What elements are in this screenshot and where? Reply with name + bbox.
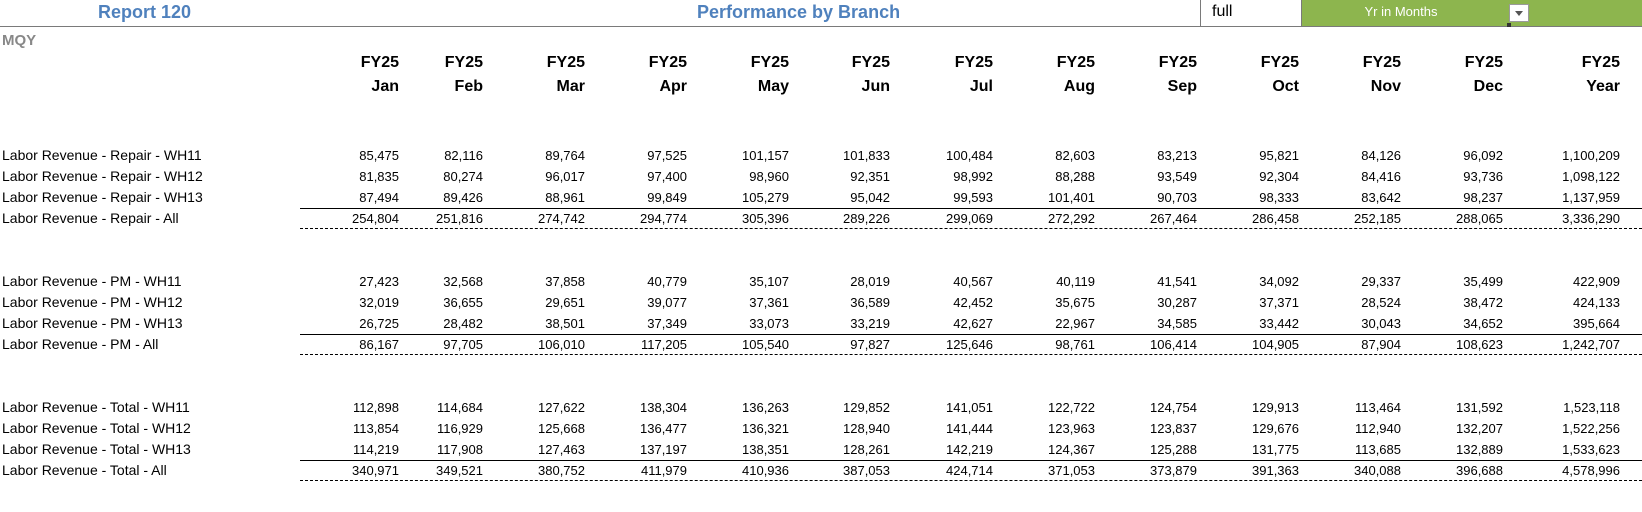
- subtotal-rule: [300, 208, 1642, 209]
- value-cell: 88,961: [545, 190, 585, 205]
- value-cell: 129,676: [1252, 421, 1299, 436]
- value-cell: 37,349: [647, 316, 687, 331]
- value-cell: 106,010: [538, 337, 585, 352]
- row-label: Labor Revenue - Repair - WH12: [2, 168, 203, 184]
- value-cell: 3,336,290: [1562, 211, 1620, 226]
- value-cell: 40,567: [953, 274, 993, 289]
- value-cell: 30,043: [1361, 316, 1401, 331]
- value-cell: 100,484: [946, 148, 993, 163]
- row-label: Labor Revenue - Total - WH13: [2, 441, 191, 457]
- value-cell: 116,929: [436, 421, 483, 436]
- value-cell: 33,219: [850, 316, 890, 331]
- row-label: Labor Revenue - PM - All: [2, 336, 159, 352]
- column-header-fy: FY25: [648, 54, 687, 71]
- cell-fill-handle[interactable]: [1507, 23, 1511, 27]
- column-header-fy: FY25: [1464, 54, 1503, 71]
- value-cell: 128,940: [843, 421, 890, 436]
- value-cell: 131,775: [1252, 442, 1299, 457]
- column-header-month: Mar: [556, 78, 585, 95]
- value-cell: 112,940: [1354, 421, 1401, 436]
- value-cell: 142,219: [946, 442, 993, 457]
- section-code: MQY: [2, 32, 37, 49]
- view-value-cell[interactable]: full: [1212, 3, 1233, 20]
- value-cell: 26,725: [359, 316, 399, 331]
- column-header-fy: FY25: [1056, 54, 1095, 71]
- row-label: Labor Revenue - PM - WH11: [2, 273, 182, 289]
- value-cell: 1,242,707: [1562, 337, 1620, 352]
- value-cell: 101,833: [843, 148, 890, 163]
- value-cell: 95,042: [850, 190, 890, 205]
- value-cell: 127,463: [538, 442, 585, 457]
- row-label: Labor Revenue - PM - WH12: [2, 294, 183, 310]
- cell-divider: [1200, 0, 1201, 26]
- value-cell: 88,288: [1055, 169, 1095, 184]
- value-cell: 83,213: [1157, 148, 1197, 163]
- value-cell: 122,722: [1048, 400, 1095, 415]
- value-cell: 27,423: [359, 274, 399, 289]
- value-cell: 112,898: [352, 400, 399, 415]
- period-mode-select[interactable]: [1302, 0, 1642, 26]
- value-cell: 36,589: [850, 295, 890, 310]
- value-cell: 34,585: [1157, 316, 1197, 331]
- value-cell: 39,077: [647, 295, 687, 310]
- value-cell: 123,963: [1048, 421, 1095, 436]
- value-cell: 132,889: [1456, 442, 1503, 457]
- value-cell: 37,858: [545, 274, 585, 289]
- value-cell: 1,100,209: [1562, 148, 1620, 163]
- value-cell: 35,499: [1463, 274, 1503, 289]
- value-cell: 42,627: [953, 316, 993, 331]
- value-cell: 272,292: [1048, 211, 1095, 226]
- column-header-month: Aug: [1063, 78, 1095, 95]
- value-cell: 32,568: [443, 274, 483, 289]
- column-header-month: Apr: [659, 78, 687, 95]
- value-cell: 38,501: [545, 316, 585, 331]
- value-cell: 132,207: [1456, 421, 1503, 436]
- column-header-fy: FY25: [360, 54, 399, 71]
- value-cell: 391,363: [1252, 463, 1299, 478]
- value-cell: 114,684: [436, 400, 483, 415]
- value-cell: 98,333: [1259, 190, 1299, 205]
- value-cell: 108,623: [1456, 337, 1503, 352]
- value-cell: 410,936: [742, 463, 789, 478]
- value-cell: 128,261: [843, 442, 890, 457]
- value-cell: 105,540: [742, 337, 789, 352]
- row-label: Labor Revenue - Repair - All: [2, 210, 179, 226]
- value-cell: 29,651: [545, 295, 585, 310]
- value-cell: 125,288: [1150, 442, 1197, 457]
- value-cell: 84,126: [1361, 148, 1401, 163]
- total-underline: [300, 480, 1642, 481]
- value-cell: 90,703: [1157, 190, 1197, 205]
- chevron-down-icon: [1515, 11, 1523, 16]
- value-cell: 22,967: [1055, 316, 1095, 331]
- value-cell: 85,475: [359, 148, 399, 163]
- value-cell: 89,764: [545, 148, 585, 163]
- value-cell: 305,396: [742, 211, 789, 226]
- value-cell: 396,688: [1456, 463, 1503, 478]
- value-cell: 42,452: [953, 295, 993, 310]
- column-header-month: Nov: [1370, 78, 1401, 95]
- value-cell: 1,523,118: [1563, 400, 1620, 415]
- value-cell: 424,133: [1573, 295, 1620, 310]
- value-cell: 96,092: [1463, 148, 1503, 163]
- value-cell: 98,237: [1463, 190, 1503, 205]
- dropdown-button[interactable]: [1509, 4, 1529, 22]
- value-cell: 422,909: [1573, 274, 1620, 289]
- row-label: Labor Revenue - Repair - WH11: [2, 147, 202, 163]
- column-header-fy: FY25: [1362, 54, 1401, 71]
- value-cell: 371,053: [1048, 463, 1095, 478]
- value-cell: 98,761: [1055, 337, 1095, 352]
- value-cell: 87,494: [359, 190, 399, 205]
- value-cell: 95,821: [1259, 148, 1299, 163]
- value-cell: 33,073: [749, 316, 789, 331]
- value-cell: 35,675: [1055, 295, 1095, 310]
- value-cell: 97,525: [647, 148, 687, 163]
- column-header-fy: FY25: [954, 54, 993, 71]
- report-header-bar: [0, 0, 1642, 27]
- row-label: Labor Revenue - Total - WH12: [2, 420, 191, 436]
- value-cell: 99,849: [647, 190, 687, 205]
- column-header-fy: FY25: [1260, 54, 1299, 71]
- value-cell: 380,752: [538, 463, 585, 478]
- value-cell: 136,263: [742, 400, 789, 415]
- value-cell: 113,464: [1354, 400, 1401, 415]
- total-underline: [300, 228, 1642, 229]
- value-cell: 96,017: [545, 169, 585, 184]
- value-cell: 138,304: [640, 400, 687, 415]
- value-cell: 373,879: [1150, 463, 1197, 478]
- value-cell: 40,119: [1056, 274, 1095, 289]
- value-cell: 92,351: [850, 169, 890, 184]
- value-cell: 84,416: [1361, 169, 1401, 184]
- value-cell: 117,205: [640, 337, 687, 352]
- page-title: Performance by Branch: [697, 2, 901, 22]
- value-cell: 28,524: [1361, 295, 1401, 310]
- value-cell: 349,521: [436, 463, 483, 478]
- column-header-fy: FY25: [444, 54, 483, 71]
- value-cell: 37,361: [749, 295, 789, 310]
- value-cell: 41,541: [1157, 274, 1197, 289]
- value-cell: 123,837: [1150, 421, 1197, 436]
- value-cell: 89,426: [443, 190, 483, 205]
- value-cell: 98,960: [749, 169, 789, 184]
- subtotal-rule: [300, 460, 1642, 461]
- column-header-month: Jan: [371, 78, 399, 95]
- value-cell: 97,400: [647, 169, 687, 184]
- value-cell: 30,287: [1157, 295, 1197, 310]
- value-cell: 411,979: [640, 463, 687, 478]
- value-cell: 36,655: [443, 295, 483, 310]
- value-cell: 1,522,256: [1562, 421, 1620, 436]
- value-cell: 29,337: [1361, 274, 1401, 289]
- value-cell: 32,019: [359, 295, 399, 310]
- value-cell: 82,116: [444, 148, 483, 163]
- value-cell: 136,321: [742, 421, 789, 436]
- value-cell: 251,816: [436, 211, 483, 226]
- value-cell: 254,804: [352, 211, 399, 226]
- value-cell: 288,065: [1456, 211, 1503, 226]
- value-cell: 106,414: [1150, 337, 1197, 352]
- value-cell: 1,098,122: [1562, 169, 1620, 184]
- value-cell: 99,593: [953, 190, 993, 205]
- value-cell: 28,482: [443, 316, 483, 331]
- row-label: Labor Revenue - Total - WH11: [2, 399, 190, 415]
- value-cell: 40,779: [647, 274, 687, 289]
- value-cell: 1,533,623: [1562, 442, 1620, 457]
- value-cell: 1,137,959: [1562, 190, 1620, 205]
- value-cell: 294,774: [640, 211, 687, 226]
- value-cell: 101,401: [1048, 190, 1095, 205]
- value-cell: 340,088: [1354, 463, 1401, 478]
- value-cell: 33,442: [1259, 316, 1299, 331]
- value-cell: 340,971: [352, 463, 399, 478]
- column-header-month: Feb: [454, 78, 483, 95]
- value-cell: 424,714: [946, 463, 993, 478]
- value-cell: 136,477: [640, 421, 687, 436]
- column-header-month: May: [757, 78, 789, 95]
- column-header-fy: FY25: [546, 54, 585, 71]
- value-cell: 83,642: [1361, 190, 1401, 205]
- value-cell: 35,107: [749, 274, 789, 289]
- value-cell: 299,069: [946, 211, 993, 226]
- column-header-fy: FY25: [1581, 54, 1620, 71]
- column-header-month: Jul: [969, 78, 993, 95]
- value-cell: 34,092: [1259, 274, 1299, 289]
- value-cell: 124,754: [1150, 400, 1197, 415]
- value-cell: 113,854: [352, 421, 399, 436]
- value-cell: 141,051: [946, 400, 993, 415]
- value-cell: 86,167: [359, 337, 399, 352]
- row-label: Labor Revenue - Total - All: [2, 462, 167, 478]
- value-cell: 125,646: [946, 337, 993, 352]
- value-cell: 105,279: [742, 190, 789, 205]
- period-mode-label: Yr in Months: [1364, 4, 1438, 19]
- value-cell: 97,705: [443, 337, 483, 352]
- value-cell: 129,852: [843, 400, 890, 415]
- value-cell: 252,185: [1354, 211, 1401, 226]
- value-cell: 97,827: [850, 337, 890, 352]
- value-cell: 101,157: [742, 148, 789, 163]
- value-cell: 34,652: [1463, 316, 1503, 331]
- value-cell: 87,904: [1361, 337, 1401, 352]
- column-header-fy: FY25: [1158, 54, 1197, 71]
- value-cell: 28,019: [850, 274, 890, 289]
- value-cell: 82,603: [1055, 148, 1095, 163]
- value-cell: 138,351: [742, 442, 789, 457]
- column-header-month: Oct: [1272, 78, 1299, 95]
- value-cell: 395,664: [1573, 316, 1620, 331]
- value-cell: 387,053: [843, 463, 890, 478]
- value-cell: 38,472: [1463, 295, 1503, 310]
- value-cell: 81,835: [359, 169, 399, 184]
- value-cell: 93,549: [1157, 169, 1197, 184]
- value-cell: 80,274: [443, 169, 483, 184]
- column-header-month: Sep: [1167, 78, 1197, 95]
- value-cell: 93,736: [1463, 169, 1503, 184]
- row-label: Labor Revenue - PM - WH13: [2, 315, 183, 331]
- value-cell: 129,913: [1252, 400, 1299, 415]
- value-cell: 37,371: [1259, 295, 1299, 310]
- value-cell: 125,668: [538, 421, 585, 436]
- value-cell: 104,905: [1252, 337, 1299, 352]
- value-cell: 4,578,996: [1562, 463, 1620, 478]
- column-header-fy: FY25: [851, 54, 890, 71]
- value-cell: 113,685: [1354, 442, 1401, 457]
- column-header-fy: FY25: [750, 54, 789, 71]
- total-underline: [300, 354, 1642, 355]
- value-cell: 137,197: [640, 442, 687, 457]
- column-header-month: Jun: [861, 78, 890, 95]
- column-header-month: Dec: [1473, 78, 1503, 95]
- value-cell: 131,592: [1456, 400, 1503, 415]
- value-cell: 114,219: [352, 442, 399, 457]
- value-cell: 127,622: [538, 400, 585, 415]
- report-id: Report 120: [98, 2, 192, 22]
- value-cell: 274,742: [538, 211, 585, 226]
- row-label: Labor Revenue - Repair - WH13: [2, 189, 203, 205]
- value-cell: 98,992: [953, 169, 993, 184]
- value-cell: 124,367: [1048, 442, 1095, 457]
- value-cell: 289,226: [843, 211, 890, 226]
- value-cell: 286,458: [1252, 211, 1299, 226]
- column-header-month: Year: [1586, 78, 1620, 95]
- value-cell: 117,908: [436, 442, 483, 457]
- value-cell: 267,464: [1150, 211, 1197, 226]
- subtotal-rule: [300, 334, 1642, 335]
- value-cell: 141,444: [946, 421, 993, 436]
- value-cell: 92,304: [1259, 169, 1299, 184]
